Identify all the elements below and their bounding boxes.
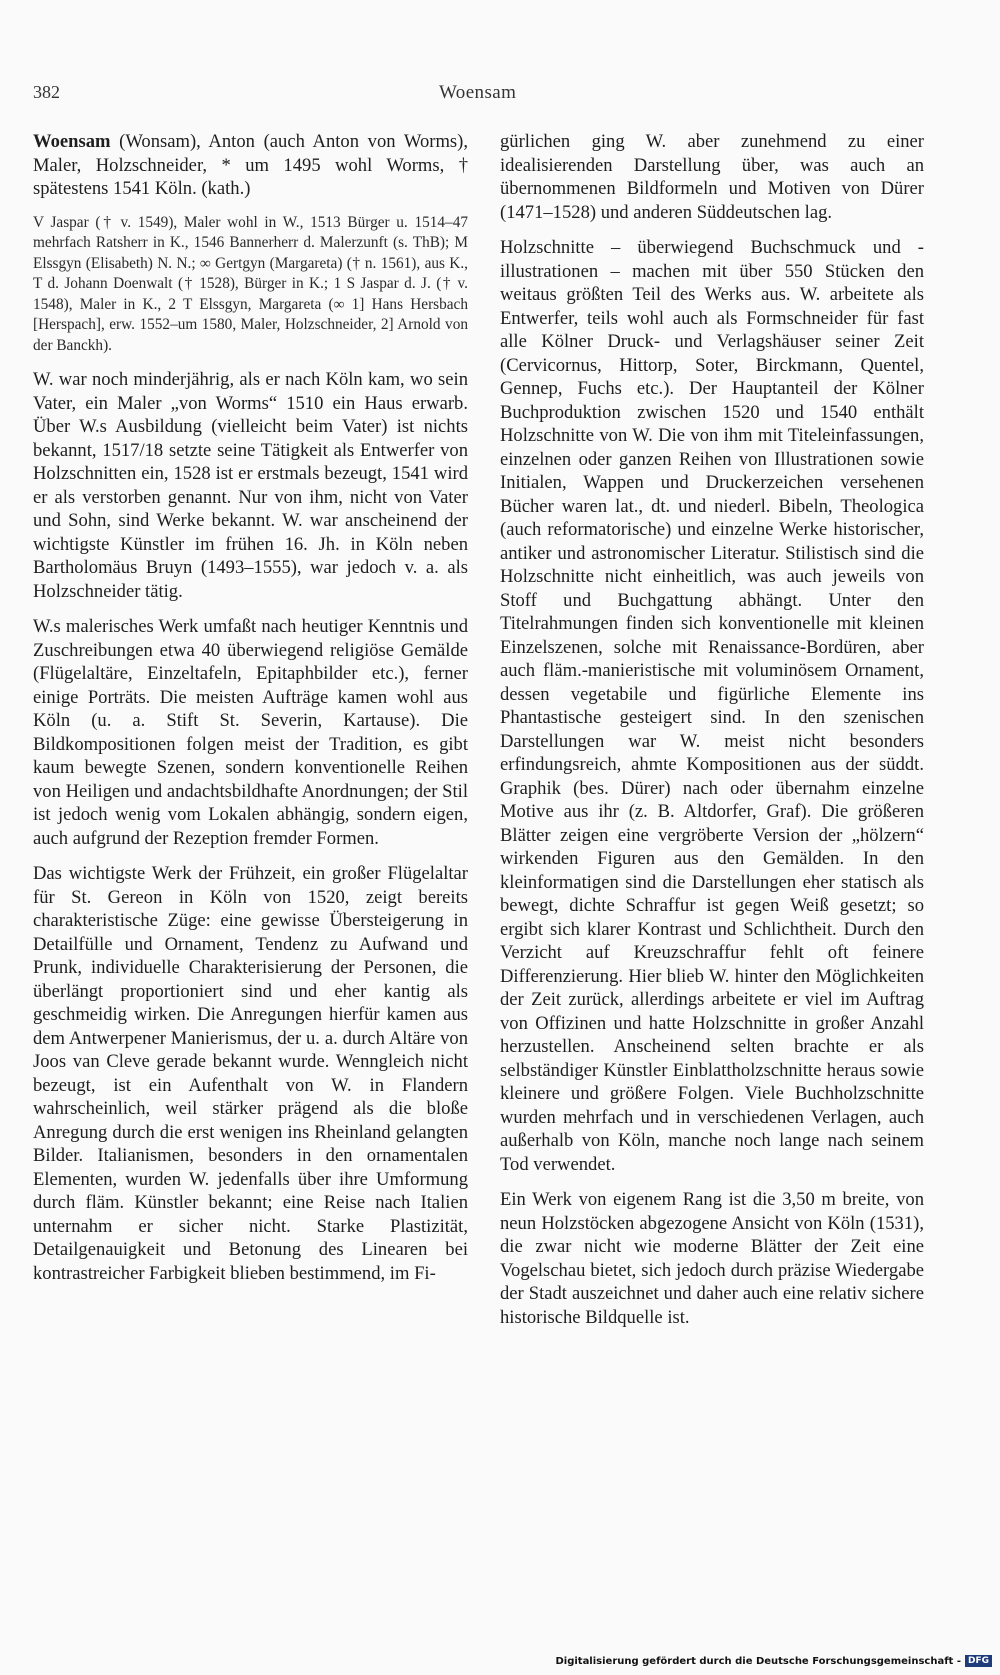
running-head: Woensam [439, 82, 517, 103]
entry-heading [33, 130, 468, 201]
left-column [33, 130, 468, 1297]
digitization-credit [555, 1655, 992, 1667]
body-paragraph: Das wichtigste Werk der Frühzeit, ein großer Flügelaltar für St. Gereon in Köln von 1520, zeigt bereits charakteristische Züge: eine gewisse Übersteigerung in Detailfülle und Ornament, Tendenz zu Aufwand und Prunk, individuelle Charakterisierung der Personen, die überlängt proportioniert sind und eher kantig als geschmeidig wirken. Die Anregungen hierfür kamen aus dem Antwerpener Manierismus, der u. a. durch Altäre von Joos van Cleve gerade bekannt wurde. Wenngleich nicht bezeugt, ist ein Aufenthalt von W. in Flandern wahrscheinlich, weil stärker prägend als die bloße Anregung durch die erst wenigen ins Rheinland gelangten Bilder. Italianismen, besonders in den ornamentalen Elementen, wurden W. jedenfalls über ihre Umformung durch fläm. Künstler bekannt; eine Reise nach Italien unternahm er sicher nicht. Starke Plastizität, Detailgenauigkeit und Betonung des Linearen bei kontrastreicher Farbigkeit blieben bestimmend, im Fi- [33, 863, 468, 1284]
body-paragraph: W. war noch minderjährig, als er nach Köln kam, wo sein Vater, ein Maler „von Worms“ 1510 ein Haus erwarb. Über W.s Ausbildung (vielleicht beim Vater) ist nichts bekannt, 1517/18 setzte seine Tätigkeit als Entwerfer von Holzschnitten ein, 1528 ist er erstmals bezeugt, 1541 wird er als verstorben genannt. Nur von ihm, nicht von Vater und Sohn, sind Werke bekannt. W. war anscheinend der wichtigste Künstler im frühen 16. Jh. in Köln neben Bartholomäus Bruyn (1493–1555), war jedoch v. a. als Holzschneider tätig. [33, 369, 468, 602]
body-paragraph: Holzschnitte – überwiegend Buchschmuck und -illustrationen – machen mit über 550 Stücken den weitaus größten Teil des Werks aus. W. arbeitete als Entwerfer, teils wohl auch als Formschneider für fast alle Kölner Druck- und Verlagshäuser seiner Zeit (Cervicornus, Hittorp, Soter, Birckmann, Quentel, Gennep, Fuchs etc.). Der Hauptanteil der Kölner Buchproduktion zwischen 1520 und 1540 enthält Holzschnitte von W. Die von ihm mit Titeleinfassungen, einzelnen oder ganzen Reihen von Illustrationen sowie Initialen, Wappen und Druckerzeichen versehenen Bücher waren lat., dt. und niederl. Bibeln, Theologica (auch reformatorische) und einzelne Werke historischer, antiker und astronomischer Literatur. Stilistisch sind die Holzschnitte nicht einheitlich, was auch jeweils von Stoff und Buchgattung abhängt. Unter den Titelrahmungen finden sich konventionelle mit kleinen Einzelszenen, solche mit Renaissance-Bordüren, aber auch fläm.-manieristische mit voluminösem Ornament, dessen vegetabile und figürliche Elemente ins Phantastische gesteigert sind. In den szenischen Darstellungen war W. meist nicht besonders erfindungsreich, ahmte Kompositionen aus der süddt. Graphik (bes. Dürer) nach oder übernahm einzelne Motive aus ihr (z. B. Altdorfer, Graf). Die größeren Blätter zeigen eine vergröberte Version der „hölzern“ wirkenden Figuren aus den Gemälden. In den kleinformatigen sind die Darstellungen eher statisch als bewegt, dichte Schraffur ist gegen Weiß gesetzt; so ergibt sich klarer Kontrast und Schlichtheit. Durch den Verzicht auf Kreuzschraffur fehlt oft feinere Differenzierung. Hier blieb W. hinter den Möglichkeiten der Zeit zurück, allerdings arbeitete er viel im Auftrag von Offizinen und hatte Holzschnitte in großer Anzahl herzustellen. Anscheinend selten brachte er als selbständiger Künstler Einblattholzschnitte heraus sowie kleinere und größere Folgen. Viele Buchholzschnitte wurden mehrfach und in verschiedenen Verlagen, auch außerhalb von Köln, manche noch lange nach seinem Tod verwendet. [500, 237, 924, 1175]
credit-text: Digitalisierung gefördert durch die Deutsche Forschungsgemeinschaft - [555, 1655, 961, 1667]
headword: Woensam [33, 131, 111, 152]
dfg-logo: DFG [965, 1655, 992, 1667]
body-paragraph: W.s malerisches Werk umfaßt nach heutiger Kenntnis und Zuschreibungen etwa 40 überwiegend religiöse Gemälde (Flügelaltäre, Einzeltafeln, Epitaphbilder etc.), ferner einige Porträts. Die meisten Aufträge kamen wohl aus Köln (u. a. Stift St. Severin, Kartause). Die Bildkompositionen folgen meist der Tradition, es gibt kaum bewegte Szenen, sondern konventionelle Reihen von Heiligen und andachtsbildhafte Anordnungen; der Stil ist jedoch wenig vom Lokalen abhängig, sondern eigen, auch aufgrund der Rezeption fremder Formen. [33, 616, 468, 849]
body-paragraph: gürlichen ging W. aber zunehmend zu einer idealisierenden Darstellung über, was auch an übernommenen Bildformeln und Motiven von Dürer (1471–1528) und anderen Süddeutschen lag. [500, 131, 924, 223]
right-column [500, 130, 924, 1341]
body-paragraph: Ein Werk von eigenem Rang ist die 3,50 m breite, von neun Holzstöcken abgezogene Ansicht von Köln (1531), die zwar nicht wie moderne Blätter der Zeit eine Vogelschau bietet, sich jedoch durch präzise Wiedergabe der Stadt auszeichnet und daher auch eine relativ sichere historische Bildquelle ist. [500, 1189, 924, 1328]
entry-title-rest: (Wonsam), Anton (auch Anton von Worms), Maler, Holzschneider, * um 1495 wohl Worms, † spätestens 1541 Köln. (kath.) [33, 131, 468, 199]
page-number: 382 [33, 82, 60, 102]
genealogy-block: V Jaspar († v. 1549), Maler wohl in W., 1513 Bürger u. 1514–47 mehrfach Ratsherr in K., 1546 Bannerherr d. Malerzunft (s. ThB); M Elssgyn (Elisabeth) N. N.; ∞ Gertgyn (Margareta) († n. 1561), aus K., T d. Johann Doenwalt († 1528), Bürger in K.; 1 S Jaspar d. J. († v. 1548), Maler in K., 2 T Elssgyn, Margareta (∞ 1] Hans Hersbach [Herspach], erw. 1552–um 1580, Maler, Holzschneider, 2] Arnold von der Banckh). [33, 213, 468, 354]
